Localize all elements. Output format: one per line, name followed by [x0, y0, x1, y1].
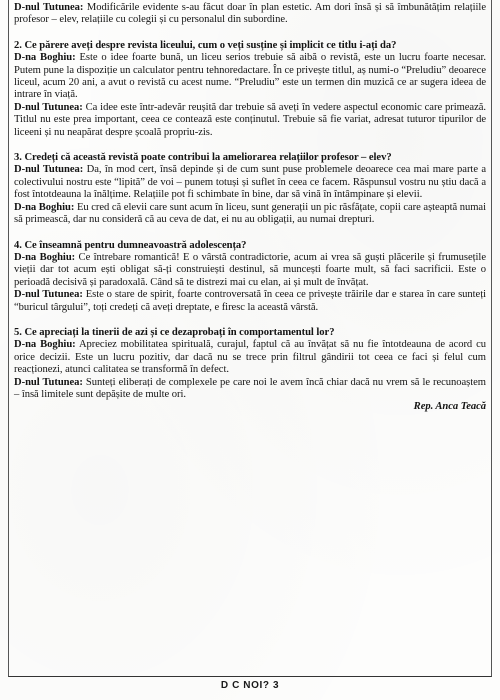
- answer-text: Apreciez mobilitatea spirituală, curajul, faptul că au învățat să nu fie întotdeauna de acord cu orice decizii. Este un lucru pozitiv, dar dacă nu se trece prin filtrul gândirii tot ceea ce faci și felul cum reacționezi, atunci calitatea se transformă în defect.: [14, 339, 486, 376]
- question-heading: 5. Ce apreciați la tinerii de azi și ce dezaprobați în comportamentul lor?: [14, 326, 335, 338]
- interview-text: [14, 2, 486, 674]
- answer-paragraph: [14, 52, 486, 102]
- answer-paragraph: [14, 289, 486, 314]
- speaker-name: D-na Boghiu:: [14, 201, 75, 213]
- answer-text: Este o idee foarte bună, un liceu serios trebuie să aibă o revistă, este un lucru foarte necesar. Putem pune la dispoziție un calculator pentru tehnoredactare. În ce privește titlul, aș numi-o “Preludiu” deoarece liceul, acum 20 ani, a avut o revistă cu acest nume. “Preludiu” este un termen din muzică ce ar sugera ideea de intrare în viață.: [14, 52, 486, 101]
- question-heading: 4. Ce înseamnă pentru dumneavoastră adolescența?: [14, 239, 247, 251]
- speaker-name: D-nul Tutunea:: [14, 101, 83, 113]
- answer-text: Este o stare de spirit, foarte controversată în ceea ce privește trăirile dar e starea în care sunteți “buricul târgului”, toți credeți că aveți dreptate, e firesc la această vârstă.: [14, 289, 486, 313]
- answer-text: Ca idee este într-adevăr reușită dar trebuie să aveți în vedere aspectul economic care primează. Titlul nu este prea important, ceea ce contează este conținutul. Trebuie să fie variat, adresat tuturor tipurilor de liceeni și nu neapărat despre școală propriu-zis.: [14, 101, 486, 138]
- answer-paragraph: [14, 202, 486, 227]
- answer-text: Ce întrebare romantică! E o vârstă contradictorie, acum ai vrea să guști plăcerile și frumusețile vieții dar tot acum ești obligat să-ți construiești destinul, să muncești foarte mult, să faci sacrificii. Este o perioadă decisivă și paradoxală. Când să te distrezi mai cu elan, ai și mult de învățat.: [14, 251, 486, 288]
- speaker-name: D-nul Tutunea:: [14, 376, 83, 388]
- speaker-name: D-nul Tutunea:: [14, 2, 84, 13]
- reporter-signature: Rep. Anca Teacă: [413, 401, 486, 413]
- answer-text: Modificările evidente s-au făcut doar în plan estetic. Am dori însă și să îmbunătățim relațiile profesor – elev, relațiile cu colegii și cu personalul din subordine.: [14, 2, 486, 26]
- answer-paragraph: [14, 2, 486, 27]
- speaker-name: D-na Boghiu:: [14, 251, 76, 263]
- speaker-name: D-na Boghiu:: [14, 52, 76, 64]
- speaker-name: D-nul Tutunea:: [14, 289, 83, 301]
- page-footer: D C NOI? 3: [220, 680, 280, 691]
- answer-text: Eu cred că elevii care sunt acum în liceu, sunt generații un pic răsfățate, copii care așteaptă numai să primească, dar nu consideră că au ceva de dat, ei nu au obligații, au numai drepturi.: [14, 201, 486, 226]
- answer-paragraph: [14, 252, 486, 289]
- question-heading: 2. Ce părere aveți despre revista liceului, cum o veți susține și implicit ce titlu i-ați da?: [14, 39, 397, 51]
- answer-paragraph: [14, 102, 486, 139]
- answer-paragraph: [14, 339, 486, 376]
- speaker-name: D-nul Tutunea:: [14, 164, 84, 176]
- answer-paragraph: [14, 377, 486, 402]
- answer-text: Sunteți eliberați de complexele pe care noi le avem încă chiar dacă nu vrem să le recunoaștem – însă limitele sunt depășite de multe ori.: [14, 376, 486, 400]
- answer-paragraph: [14, 164, 486, 201]
- speaker-name: D-na Boghiu:: [14, 339, 76, 351]
- question-heading: 3. Credeți că această revistă poate contribui la ameliorarea relațiilor profesor – elev?: [14, 152, 392, 164]
- answer-text: Da, în mod cert, însă depinde și de cum sunt puse problemele deoarece cea mai mare parte a colectivului nostru este “lipită” de voi – punem totuși și suflet în ceea ce facem. Răspunsul vostru nu știu dacă a fost întotdeauna la înălțime. Relațiile pot fi schimbate în bine, dar să vină în întâmpinare și elevii.: [14, 164, 486, 201]
